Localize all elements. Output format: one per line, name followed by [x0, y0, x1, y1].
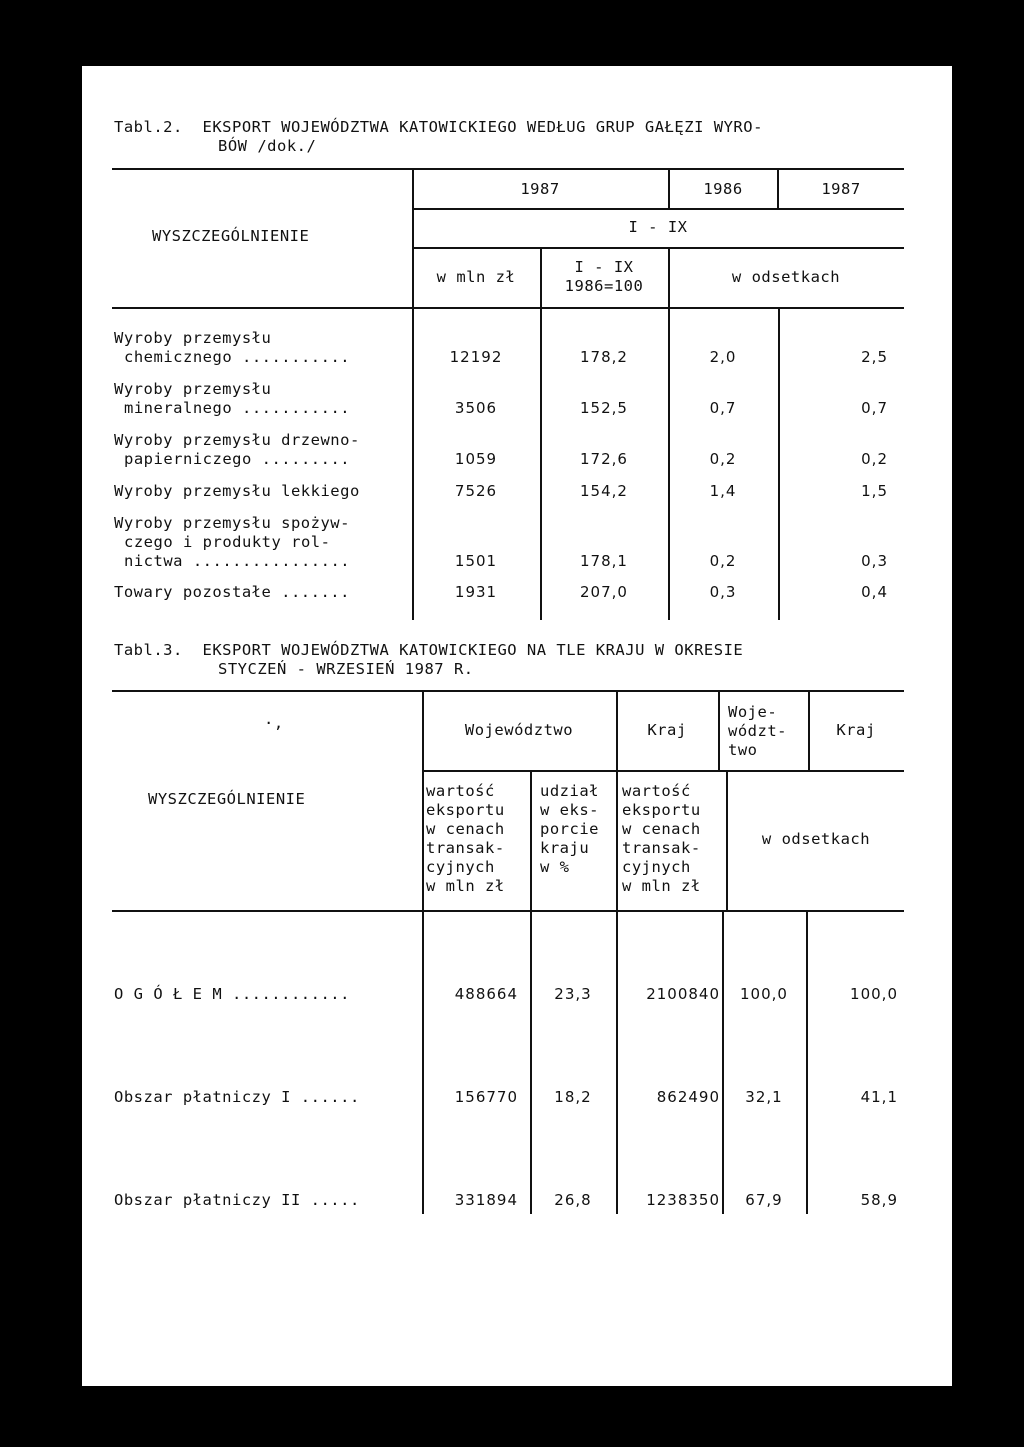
table2-row-label: papierniczego ......... — [124, 450, 351, 468]
table2-cell: 0,3 — [861, 552, 888, 570]
table3-head-kraj: Kraj — [647, 721, 687, 739]
table2-row-label: Wyroby przemysłu spożyw- — [114, 514, 350, 532]
table2-cell: 0,2 — [709, 552, 737, 570]
table3-cell: 2100840 — [646, 985, 720, 1003]
table2-head-index-period: I - IX — [574, 258, 634, 276]
table2-head-odsetkach: w odsetkach — [731, 268, 841, 286]
table3-row-label: Obszar płatniczy II ..... — [114, 1191, 360, 1209]
table2-cell: 3506 — [454, 399, 498, 417]
table3-head-udzial: w % — [540, 858, 570, 876]
table3-cell: 41,1 — [860, 1088, 898, 1106]
table2-cell: 152,5 — [580, 399, 628, 417]
table3-head-woj-short: two — [728, 741, 758, 759]
table2-head-index-base: 1986=100 — [564, 277, 644, 295]
table2-head-period: I - IX — [628, 218, 688, 236]
table3-cell: 488664 — [454, 985, 518, 1003]
table3-head-kraj2: Kraj — [836, 721, 876, 739]
table3-head-wartosc2: eksportu — [622, 801, 701, 819]
table3-column-rule — [722, 910, 724, 1214]
table2-header-rule — [412, 208, 904, 210]
table2-title-line2: BÓW /dok./ — [218, 137, 317, 155]
table3-head-woj-short: Woje- — [728, 703, 778, 721]
table3-head-wojewodztwo: Województwo — [464, 721, 574, 739]
table2-head-year: 1986 — [703, 180, 743, 198]
table3-row-label: O G Ó Ł E M ............ — [114, 985, 350, 1003]
table2-cell: 0,2 — [709, 450, 737, 468]
table3-head-wartosc2: wartość — [622, 782, 691, 800]
table2-cell: 7526 — [454, 482, 498, 500]
table2-row-label: Towary pozostałe ....... — [114, 583, 350, 601]
table3-cell: 32,1 — [745, 1088, 783, 1106]
table2-cell: 154,2 — [580, 482, 628, 500]
table3-head-wartosc: cyjnych — [426, 858, 495, 876]
table2-cell: 0,4 — [861, 583, 888, 601]
table3-row-label: Obszar płatniczy I ...... — [114, 1088, 360, 1106]
table2-row-label: Wyroby przemysłu drzewno- — [114, 431, 360, 449]
table2-cell: 207,0 — [580, 583, 628, 601]
table3-cell: 100,0 — [850, 985, 898, 1003]
table2-cell: 172,6 — [580, 450, 628, 468]
table3-head-wartosc: eksportu — [426, 801, 505, 819]
table3-head-wartosc: transak- — [426, 839, 505, 857]
table2-row-label: Wyroby przemysłu — [114, 380, 272, 398]
table3-head-wartosc: wartość — [426, 782, 495, 800]
table2-row-label: chemicznego ........... — [124, 348, 351, 366]
table3-cell: 26,8 — [554, 1191, 592, 1209]
table2-head-wyszczegolnienie: WYSZCZEGÓLNIENIE — [152, 227, 310, 245]
table3-head-wyszczegolnienie: WYSZCZEGÓLNIENIE — [148, 790, 306, 808]
table3-cell: 1238350 — [646, 1191, 720, 1209]
table3-head-udzial: kraju — [540, 839, 590, 857]
table2-cell: 178,2 — [580, 348, 628, 366]
table2-row-label: nictwa ................ — [124, 552, 351, 570]
table3-head-udzial: porcie — [540, 820, 599, 838]
table2-cell: 2,5 — [861, 348, 888, 366]
table3-head-wartosc2: cyjnych — [622, 858, 691, 876]
table3-head-wartosc2: w cenach — [622, 820, 701, 838]
table2-header-rule — [412, 247, 904, 249]
table3-cell: 67,9 — [745, 1191, 783, 1209]
table3-title-line2: STYCZEŃ - WRZESIEŃ 1987 R. — [218, 660, 474, 678]
table3-top-rule — [112, 690, 904, 692]
table3-head-wartosc: w mln zł — [426, 877, 505, 895]
table3-cell: 100,0 — [740, 985, 788, 1003]
table2-head-mln: w mln zł — [436, 268, 516, 286]
table2-cell: 1059 — [454, 450, 498, 468]
table2-cell: 1501 — [454, 552, 498, 570]
table3-header-rule — [422, 770, 904, 772]
table2-cell: 12192 — [449, 348, 503, 366]
table3-cell: 862490 — [656, 1088, 720, 1106]
table3-cell: 23,3 — [554, 985, 592, 1003]
table2-cell: 2,0 — [709, 348, 737, 366]
table3-header-rule — [718, 690, 720, 770]
table3-cell: 58,9 — [860, 1191, 898, 1209]
table3-header-bottom-rule — [112, 910, 904, 912]
table3-cell: 18,2 — [554, 1088, 592, 1106]
table3-column-rule — [806, 910, 808, 1214]
table3-head-wartosc2: w mln zł — [622, 877, 701, 895]
table2-row-label: mineralnego ........... — [124, 399, 351, 417]
table2-cell: 1,4 — [709, 482, 737, 500]
table3-title-line1: Tabl.3. EKSPORT WOJEWÓDZTWA KATOWICKIEGO NA TLE KRAJU W OKRESIE — [114, 641, 744, 659]
table2-cell: 0,7 — [709, 399, 737, 417]
table3-head-mark: ·, — [264, 714, 284, 732]
table2-row-label: czego i produkty rol- — [124, 533, 331, 551]
table2-cell: 1931 — [454, 583, 498, 601]
table2-head-year: 1987 — [520, 180, 560, 198]
table3-head-wartosc: w cenach — [426, 820, 505, 838]
table2-cell: 0,2 — [861, 450, 888, 468]
table2-row-label: Wyroby przemysłu — [114, 329, 272, 347]
table3-cell: 331894 — [454, 1191, 518, 1209]
table3-head-odsetkach: w odsetkach — [761, 830, 871, 848]
table2-top-rule — [112, 168, 904, 170]
table2-cell: 0,7 — [861, 399, 888, 417]
table3-head-udzial: udział — [540, 782, 599, 800]
table3-head-udzial: w eks- — [540, 801, 599, 819]
table3-head-woj-short: wództ- — [728, 722, 787, 740]
table3-cell: 156770 — [454, 1088, 518, 1106]
table2-head-year: 1987 — [821, 180, 861, 198]
table2-row-label: Wyroby przemysłu lekkiego — [114, 482, 360, 500]
table3-label-column-rule — [422, 690, 424, 1214]
table3-head-wartosc2: transak- — [622, 839, 701, 857]
table2-cell: 1,5 — [861, 482, 888, 500]
table2-title-line1: Tabl.2. EKSPORT WOJEWÓDZTWA KATOWICKIEGO WEDŁUG GRUP GAŁĘZI WYRO- — [114, 118, 763, 136]
table2-header-bottom-rule — [112, 307, 904, 309]
table2-cell: 178,1 — [580, 552, 628, 570]
table2-cell: 0,3 — [709, 583, 737, 601]
